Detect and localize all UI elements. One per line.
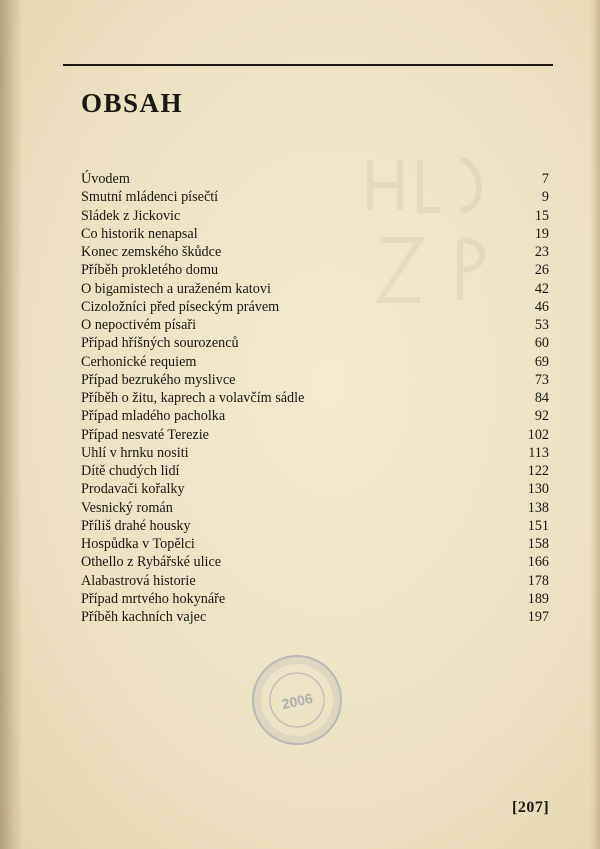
toc-entry-title: Prodavači kořalky xyxy=(81,481,185,498)
toc-entry xyxy=(81,407,549,425)
toc-entry xyxy=(81,261,549,279)
toc-entry-page: 9 xyxy=(541,189,549,206)
toc-entry xyxy=(81,517,549,535)
toc-entry-page: 46 xyxy=(534,298,549,315)
toc-entry-title: Příběh kachních vajec xyxy=(81,609,207,625)
toc-entry-title: Cerhonické requiem xyxy=(81,353,197,370)
toc-entry-title: Alabastrová historie xyxy=(81,572,196,589)
toc-entry-page: 23 xyxy=(534,244,549,260)
toc-entry-page: 19 xyxy=(534,225,549,242)
toc-entry-title: Úvodem xyxy=(81,171,130,187)
stamp-mark xyxy=(254,657,340,743)
toc-entry-page: 7 xyxy=(541,171,549,187)
toc-entry xyxy=(81,225,549,243)
top-rule xyxy=(63,64,553,66)
toc-entry xyxy=(81,280,549,298)
toc-entry xyxy=(81,207,549,225)
toc-entry xyxy=(81,334,549,352)
toc-entry-title: Případ mrtvého hokynáře xyxy=(81,590,226,607)
toc-entry-page: 92 xyxy=(534,408,549,425)
toc-entry-title: Konec zemského škůdce xyxy=(81,244,222,260)
toc-entry xyxy=(81,480,549,498)
toc-entry-page: 73 xyxy=(534,371,549,388)
toc-entry xyxy=(81,608,549,626)
toc-entry-title: Othello z Rybářské ulice xyxy=(81,554,222,571)
page-number: [207] xyxy=(512,799,550,816)
toc-entry xyxy=(81,444,549,462)
toc-entry xyxy=(81,535,549,553)
toc-entry-page: 189 xyxy=(527,590,549,607)
toc-entry-title: Hospůdka v Topělci xyxy=(81,536,195,552)
toc-entry xyxy=(81,389,549,407)
toc-entry-page: 166 xyxy=(527,554,549,571)
toc-entry-title: Sládek z Jickovic xyxy=(81,207,181,224)
toc-entry xyxy=(81,353,549,371)
toc-entry-title: Příliš drahé housky xyxy=(81,517,191,534)
toc-entry-page: 113 xyxy=(528,444,549,461)
toc-entry-title: Dítě chudých lidí xyxy=(81,463,180,479)
stamp-year: 2006 xyxy=(280,689,315,713)
toc-entry-page: 26 xyxy=(534,262,549,279)
toc-entry-page: 53 xyxy=(534,317,549,333)
toc-entry-page: 84 xyxy=(534,390,549,406)
toc-entry xyxy=(81,371,549,389)
toc-entry-title: Příběh prokletého domu xyxy=(81,262,219,279)
toc-entry xyxy=(81,316,549,334)
toc-entry-title: Případ bezrukého myslivce xyxy=(81,371,236,388)
toc-entry-page: 178 xyxy=(527,572,549,589)
toc-entry xyxy=(81,426,549,444)
table-of-contents xyxy=(81,170,549,626)
toc-entry-page: 158 xyxy=(527,536,549,552)
toc-entry-title: Cizoložníci před píseckým právem xyxy=(81,298,280,315)
toc-entry xyxy=(81,243,549,261)
toc-entry-page: 197 xyxy=(527,609,549,625)
toc-entry xyxy=(81,553,549,571)
toc-entry-page: 122 xyxy=(527,463,549,479)
toc-entry-title: Případ mladého pacholka xyxy=(81,408,226,425)
toc-entry-page: 151 xyxy=(527,517,549,534)
toc-entry-title: Případ hříšných sourozenců xyxy=(81,335,239,352)
toc-entry-title: O bigamistech a uraženém katovi xyxy=(81,280,271,297)
toc-entry xyxy=(81,590,549,608)
toc-entry-title: Případ nesvaté Terezie xyxy=(81,426,209,443)
toc-entry-page: 69 xyxy=(534,353,549,370)
library-stamp xyxy=(252,655,342,745)
toc-entry-title: Co historik nenapsal xyxy=(81,225,198,242)
toc-entry xyxy=(81,572,549,590)
page-title: OBSAH xyxy=(81,88,184,118)
toc-entry-page: 130 xyxy=(527,481,549,498)
toc-entry-title: Příběh o žitu, kaprech a volavčím sádle xyxy=(81,390,305,406)
toc-entry xyxy=(81,298,549,316)
toc-entry xyxy=(81,170,549,188)
toc-entry xyxy=(81,462,549,480)
toc-entry-page: 138 xyxy=(527,499,549,516)
toc-entry xyxy=(81,499,549,517)
toc-entry-page: 60 xyxy=(534,335,549,352)
toc-entry-title: O nepoctivém písaři xyxy=(81,317,197,333)
toc-entry-page: 102 xyxy=(527,426,549,443)
toc-entry-page: 42 xyxy=(534,280,549,297)
toc-entry-title: Smutní mládenci písečtí xyxy=(81,189,219,206)
toc-entry-page: 15 xyxy=(534,207,549,224)
toc-entry-title: Uhlí v hrnku nositi xyxy=(81,444,189,461)
toc-entry-title: Vesnický román xyxy=(81,499,173,516)
toc-entry xyxy=(81,188,549,206)
